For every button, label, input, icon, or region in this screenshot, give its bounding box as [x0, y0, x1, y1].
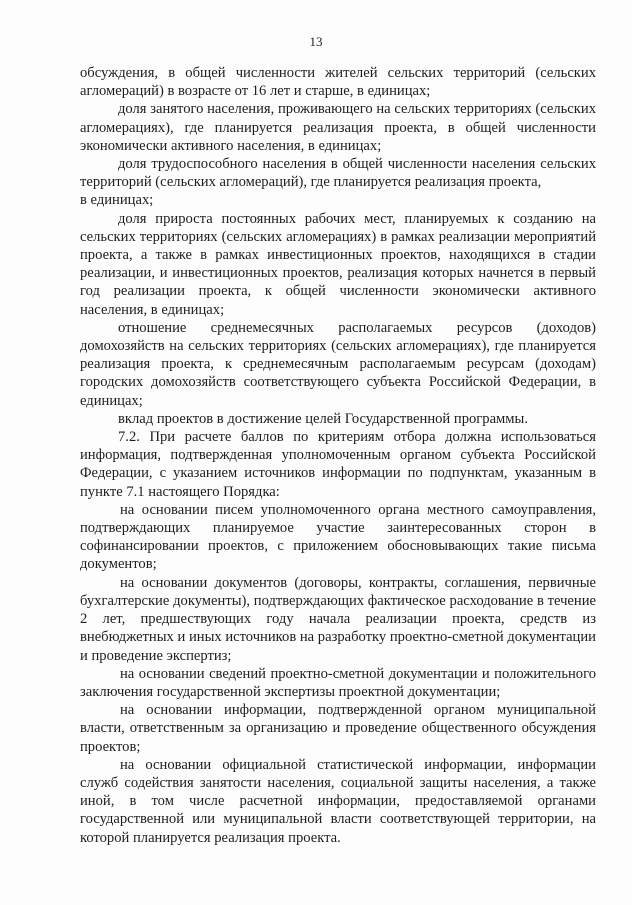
paragraph-source-statistics: на основании официальной статистической информации, информации служб содействия занятости населения, социальной защиты населения, а также иной, в том числе расчетной информации, предоставляемой органами государственной или муниципальной власти соответствующей территории, на которой планируется реализация проекта.: [80, 756, 596, 846]
paragraph-working-age-share: доля трудоспособного населения в общей численности населения сельских территорий (сельских агломераций), где планируется реализация проекта,: [80, 156, 596, 191]
paragraph-program-contribution: вклад проектов в достижение целей Государственной программы.: [118, 410, 528, 427]
paragraph-source-documents: на основании документов (договоры, контракты, соглашения, первичные бухгалтерские документы), подтверждающих фактическое расходование в течение 2 лет, предшествующих году начала реализации проекта, средств из внебюджетных и иных источников на разработку проектно-сметной документации и проведение экспертиз;: [80, 574, 596, 664]
paragraph-7-2: 7.2. При расчете баллов по критериям отбора должна использоваться информация, подтвержденная уполномоченным органом субъекта Российской Федерации, с указанием источников информации по подпунктам, указанным в пункте 7.1 настоящего Порядка:: [80, 429, 596, 500]
paragraph-source-expertise: на основании сведений проектно-сметной документации и положительного заключения государственной экспертизы проектной документации;: [80, 665, 596, 700]
paragraph-source-letters: на основании писем уполномоченного органа местного самоуправления, подтверждающих планируемое участие заинтересованных сторон в софинансировании проектов, с приложением обосновывающих такие письма документов;: [80, 501, 596, 573]
paragraph-income-ratio: отношение среднемесячных располагаемых ресурсов (доходов) домохозяйств на сельских территориях (сельских агломерациях), где планируется реализация проекта, к среднемесячным располагаемым ресурсам (доходам) городских домохозяйств соответствующего субъекта Российской Федерации, в единицах;: [80, 319, 596, 409]
paragraph-employed-share: доля занятого населения, проживающего на сельских территориях (сельских агломерациях), где планируется реализация проекта, в общей численности экономически активного населения, в единицах;: [80, 101, 596, 154]
paragraph-continuation: обсуждения, в общей численности жителей сельских территорий (сельских агломераций) в возрасте от 16 лет и старше, в единицах;: [80, 65, 596, 100]
paragraph-source-municipal: на основании информации, подтвержденной органом муниципальной власти, ответственным за организацию и проведение общественного обсуждения проектов;: [80, 702, 596, 755]
paragraph-units: в единицах;: [80, 192, 154, 209]
paragraph-jobs-growth-share: доля прироста постоянных рабочих мест, планируемых к созданию на сельских территориях (сельских агломерациях) в рамках реализации мероприятий проекта, а также в рамках инвестиционных проектов, находящихся в стадии реализации, и инвестиционных проектов, реализация которых начнется в первый год реализации проекта, к общей численности экономически активного населения, в единицах;: [80, 210, 596, 318]
page-number: 13: [309, 34, 323, 49]
document-body: [80, 64, 596, 847]
